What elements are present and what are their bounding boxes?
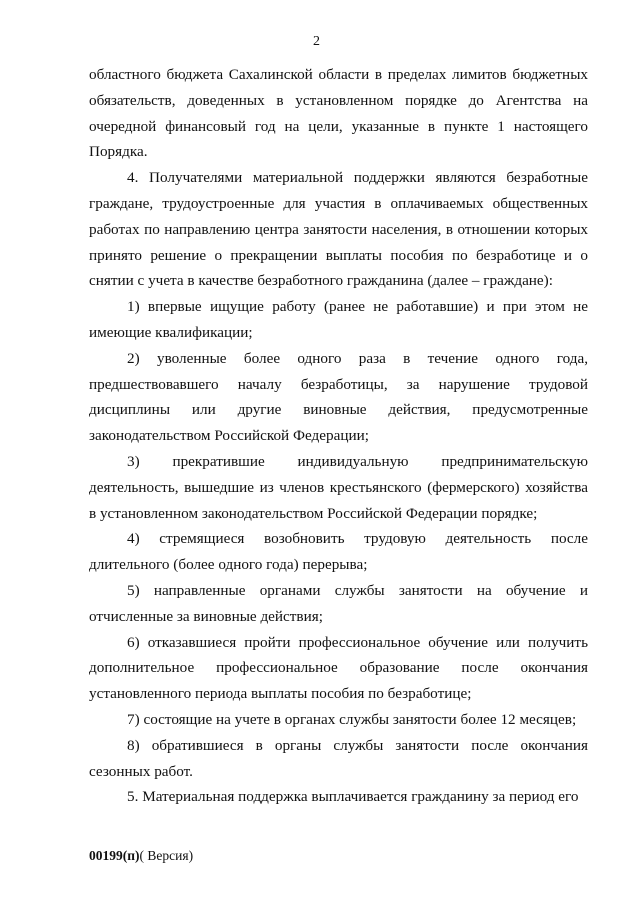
list-item-5: 5) направленные органами службы занятости на обучение и отчисленные за виновные действия; (89, 581, 588, 625)
list-item-7: 7) состоящие на учете в органах службы занятости более 12 месяцев; (127, 710, 577, 728)
list-item-1: 1) впервые ищущие работу (ранее не работавшие) и при этом не имеющие квалификации; (89, 298, 588, 341)
list-item-8: 8) обратившиеся в органы службы занятости после окончания сезонных работ. (89, 736, 588, 780)
page-number: 2 (313, 34, 320, 49)
footer (89, 848, 193, 864)
document-version: ( Версия) (139, 848, 194, 863)
list-item-2: 2) уволенные более одного раза в течение одного года, предшествовавшего началу безработицы, за нарушение трудовой дисциплины или другие виновные действия, предусмотренные законодательством Российской Федерации; (89, 349, 588, 445)
document-body (89, 62, 588, 810)
list-item-3: 3) прекратившие индивидуальную предпринимательскую деятельность, вышедшие из членов крестьянского (фермерского) хозяйства в установленном законодательством Российской Федерации порядке; (89, 452, 588, 522)
paragraph-item-5: 5. Материальная поддержка выплачивается гражданину за период его (127, 788, 579, 806)
list-item-6: 6) отказавшиеся пройти профессиональное обучение или получить дополнительное профессиональное образование после окончания установленного периода выплаты пособия по безработице; (89, 633, 588, 703)
paragraph-continuation: областного бюджета Сахалинской области в пределах лимитов бюджетных обязательств, доведенных в установленном порядке до Агентства на очередной финансовый год на цели, указанные в пункте 1 настоящего Порядка. (89, 66, 588, 161)
paragraph-item-4: 4. Получателями материальной поддержки являются безработные граждане, трудоустроенные для участия в оплачиваемых общественных работах по направлению центра занятости населения, в отношении которых принято решение о прекращении выплаты пособия по безработице и о снятии с учета в качестве безработного гражданина (далее – граждане): (89, 169, 588, 290)
list-item-4: 4) стремящиеся возобновить трудовую деятельность после длительного (более одного года) перерыва; (89, 530, 588, 574)
document-code: 00199(п) (89, 848, 140, 863)
